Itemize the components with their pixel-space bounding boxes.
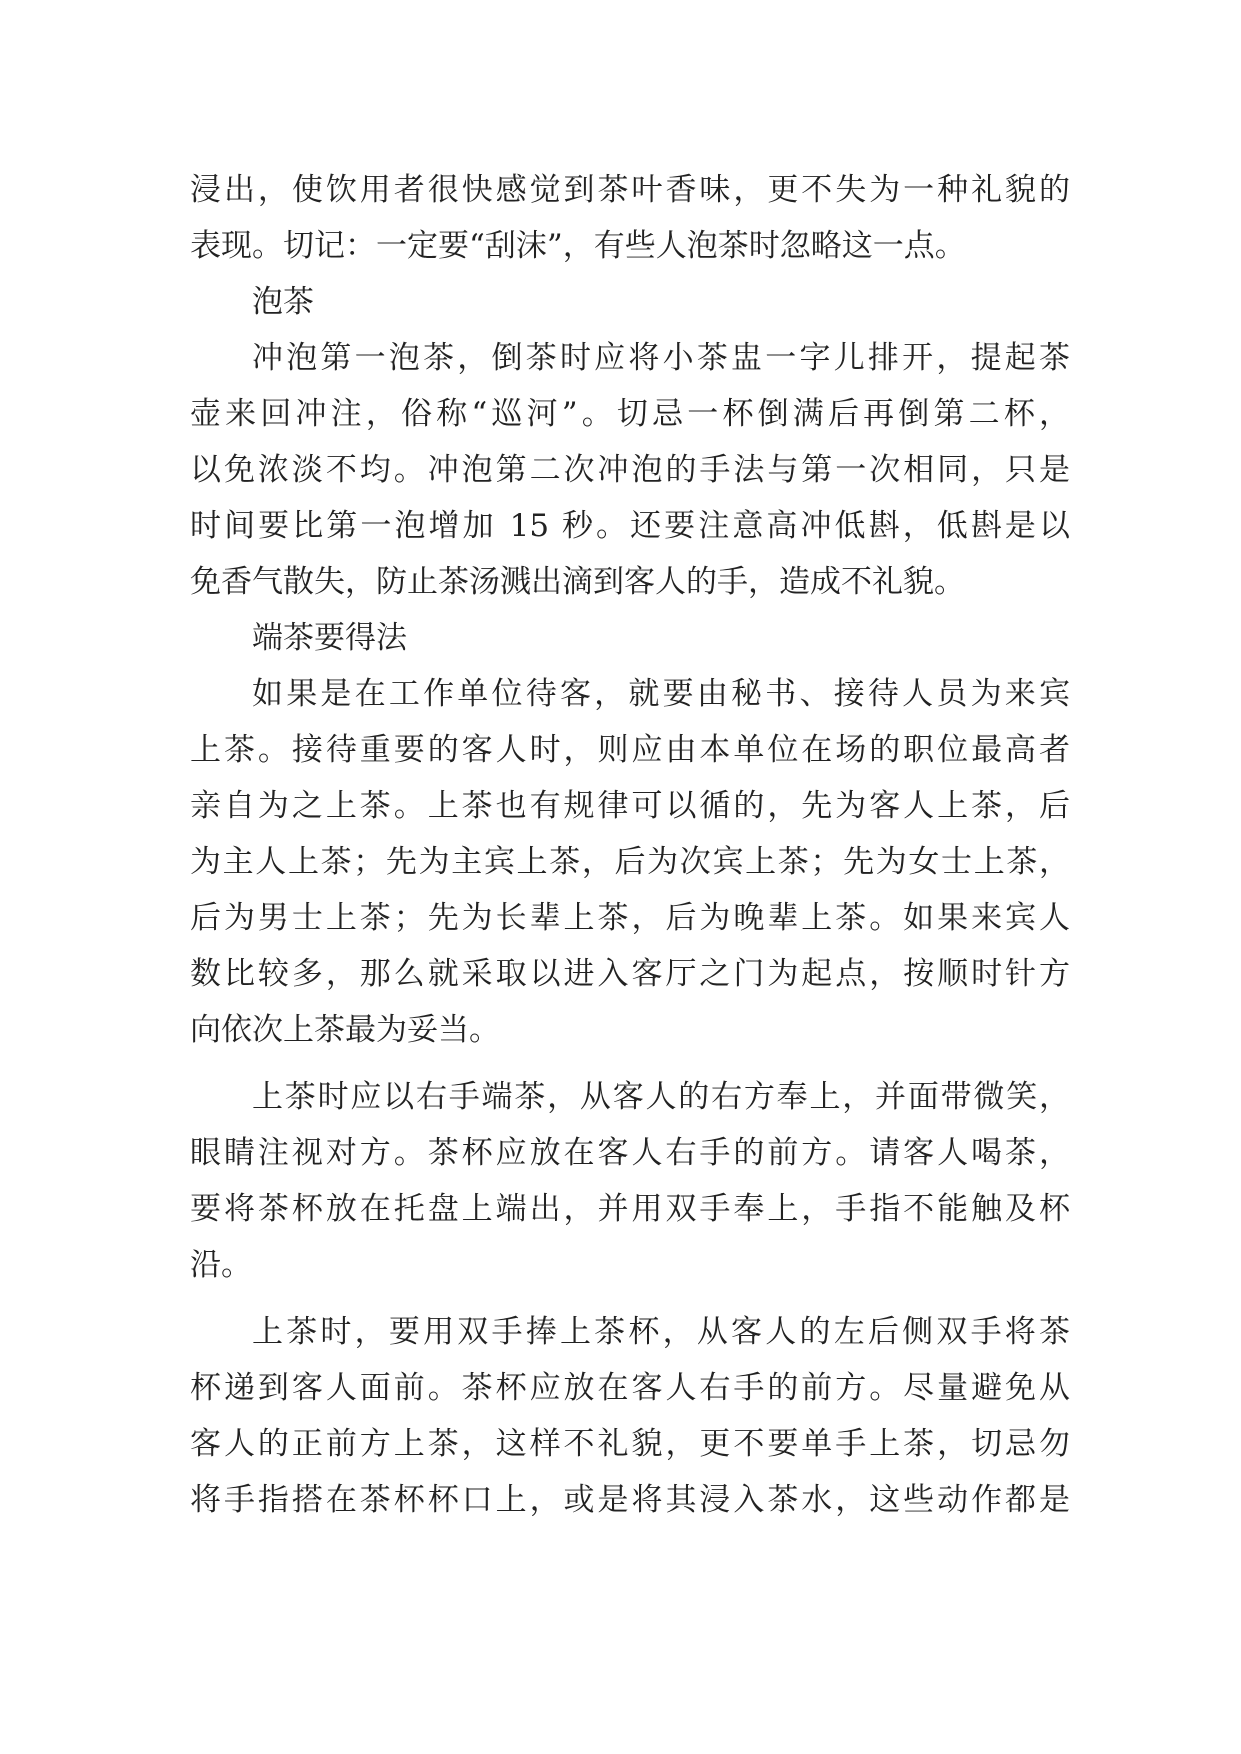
- text-line: 时间要比第一泡增加 15 秒。还要注意高冲低斟，低斟是以: [190, 508, 1070, 544]
- text-line: 要将茶杯放在托盘上端出，并用双手奉上，手指不能触及杯: [190, 1191, 1070, 1227]
- text-line: 壶来回冲注，俗称“巡河”。切忌一杯倒满后再倒第二杯，: [190, 396, 1070, 432]
- text-line: 沿。: [190, 1247, 252, 1283]
- text-line: 表现。切记：一定要“刮沫”，有些人泡茶时忽略这一点。: [190, 228, 966, 264]
- text-line: 向依次上茶最为妥当。: [190, 1012, 500, 1048]
- text-line: 杯递到客人面前。茶杯应放在客人右手的前方。尽量避免从: [190, 1370, 1070, 1406]
- text-line: 为主人上茶；先为主宾上茶，后为次宾上茶；先为女士上茶，: [190, 844, 1070, 880]
- text-line: 亲自为之上茶。上茶也有规律可以循的，先为客人上茶，后: [190, 788, 1070, 824]
- text-line: 上茶。接待重要的客人时，则应由本单位在场的职位最高者: [190, 732, 1070, 768]
- text-line: 眼睛注视对方。茶杯应放在客人右手的前方。请客人喝茶，: [190, 1135, 1070, 1171]
- text-line: 上茶时，要用双手捧上茶杯，从客人的左后侧双手将茶: [252, 1314, 1070, 1350]
- section-heading: 泡茶: [252, 284, 314, 320]
- text-line: 以免浓淡不均。冲泡第二次冲泡的手法与第一次相同，只是: [190, 452, 1070, 488]
- text-line: 客人的正前方上茶，这样不礼貌，更不要单手上茶，切忌勿: [190, 1426, 1070, 1462]
- text-line: 将手指搭在茶杯杯口上，或是将其浸入茶水，这些动作都是: [190, 1482, 1070, 1518]
- section-heading: 端茶要得法: [252, 620, 407, 656]
- text-line: 免香气散失，防止茶汤溅出滴到客人的手，造成不礼貌。: [190, 564, 965, 600]
- text-line: 浸出，使饮用者很快感觉到茶叶香味，更不失为一种礼貌的: [190, 172, 1070, 208]
- text-line: 冲泡第一泡茶，倒茶时应将小茶盅一字儿排开，提起茶: [252, 340, 1070, 376]
- text-line: 上茶时应以右手端茶，从客人的右方奉上，并面带微笑，: [252, 1079, 1070, 1115]
- text-line: 后为男士上茶；先为长辈上茶，后为晚辈上茶。如果来宾人: [190, 900, 1070, 936]
- document-body: [190, 162, 1070, 1528]
- text-line: 如果是在工作单位待客，就要由秘书、接待人员为来宾: [252, 676, 1070, 712]
- text-line: 数比较多，那么就采取以进入客厅之门为起点，按顺时针方: [190, 956, 1070, 992]
